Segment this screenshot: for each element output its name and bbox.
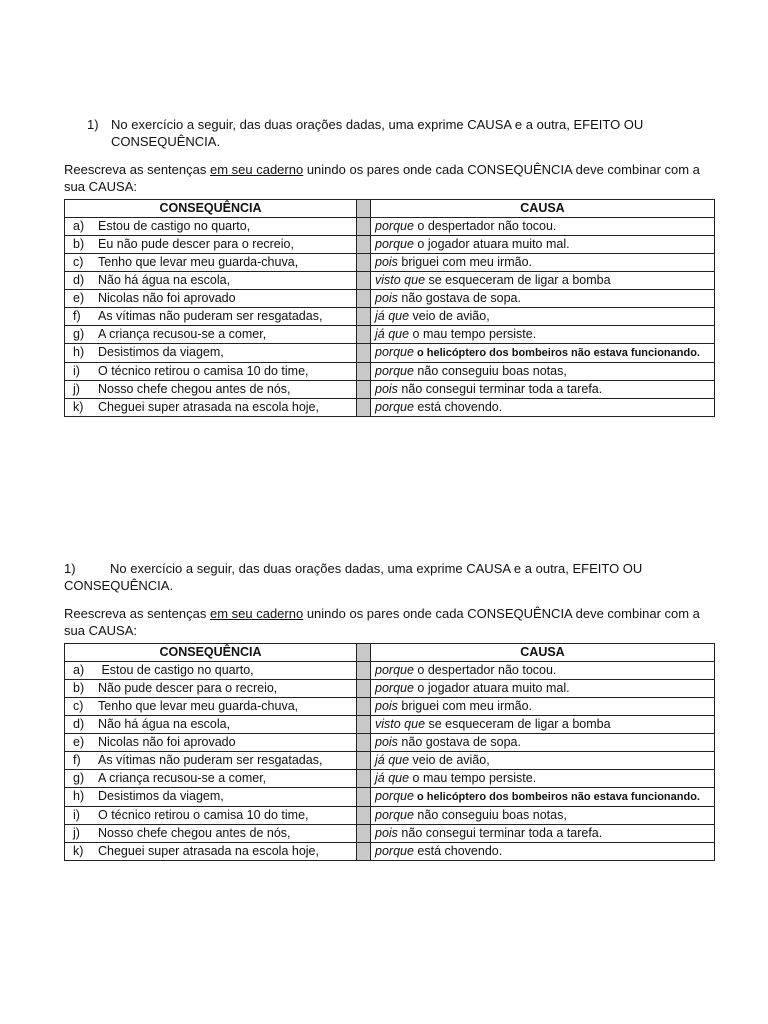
table-row	[65, 344, 715, 363]
row-letter: a)	[73, 663, 85, 677]
consequence-text: Eu não pude descer para o recreio,	[98, 237, 294, 251]
table-header-row	[65, 644, 715, 662]
separator-cell	[357, 788, 371, 807]
connective: já que	[375, 327, 410, 341]
connective: pois	[375, 735, 398, 749]
instruction-text	[64, 161, 714, 195]
consequence-cell	[65, 825, 357, 843]
instruction-underlined: em seu caderno	[209, 162, 304, 177]
connective: visto que	[375, 717, 426, 731]
consequence-text: Nicolas não foi aprovado	[98, 735, 236, 749]
row-letter: f)	[73, 753, 81, 767]
row-letter: i)	[73, 364, 80, 378]
separator-cell	[357, 662, 371, 680]
table-row	[65, 290, 715, 308]
row-letter: k)	[73, 400, 84, 414]
consequence-text: Nicolas não foi aprovado	[98, 291, 236, 305]
consequence-text: Tenho que levar meu guarda-chuva,	[98, 699, 299, 713]
consequence-text: Não pude descer para o recreio,	[98, 681, 278, 695]
cause-cell	[371, 662, 715, 680]
cause-cell	[371, 788, 715, 807]
table-row	[65, 716, 715, 734]
consequence-text: Desistimos da viagem,	[98, 789, 224, 803]
consequence-cell	[65, 218, 357, 236]
header-consequence: CONSEQUÊNCIA	[65, 200, 357, 218]
matching-table	[64, 643, 715, 861]
question-number: 1)	[87, 117, 99, 132]
connective: porque	[375, 345, 414, 359]
row-letter: j)	[73, 382, 80, 396]
cause-cell	[371, 825, 715, 843]
table-row	[65, 363, 715, 381]
header-cause: CAUSA	[371, 200, 715, 218]
table-row	[65, 272, 715, 290]
cause-cell	[371, 399, 715, 417]
connective: pois	[375, 382, 398, 396]
consequence-text: O técnico retirou o camisa 10 do time,	[98, 808, 309, 822]
consequence-cell	[65, 807, 357, 825]
table-row	[65, 788, 715, 807]
instruction-start: Reescreva as sentenças	[64, 162, 210, 177]
table-row	[65, 381, 715, 399]
separator-cell	[357, 381, 371, 399]
connective: porque	[375, 364, 414, 378]
cause-cell	[371, 326, 715, 344]
consequence-cell	[65, 236, 357, 254]
cause-text: se esqueceram de ligar a bomba	[425, 273, 611, 287]
consequence-cell	[65, 843, 357, 861]
connective: porque	[375, 681, 414, 695]
cause-cell	[371, 807, 715, 825]
cause-text: o mau tempo persiste.	[409, 771, 537, 785]
row-letter: g)	[73, 327, 85, 341]
cause-cell	[371, 734, 715, 752]
separator-cell	[357, 698, 371, 716]
row-letter: c)	[73, 255, 84, 269]
consequence-cell	[65, 290, 357, 308]
row-letter: d)	[73, 717, 85, 731]
question-1	[64, 560, 714, 594]
instruction-start: Reescreva as sentenças	[64, 606, 210, 621]
consequence-text: Não há água na escola,	[98, 273, 231, 287]
row-letter: g)	[73, 771, 85, 785]
consequence-cell	[65, 698, 357, 716]
table-row	[65, 698, 715, 716]
connective: porque	[375, 844, 414, 858]
cause-text: veio de avião,	[409, 753, 490, 767]
consequence-cell	[65, 254, 357, 272]
table-row	[65, 326, 715, 344]
cause-cell	[371, 290, 715, 308]
consequence-text: Estou de castigo no quarto,	[98, 663, 254, 677]
cause-cell	[371, 254, 715, 272]
row-letter: d)	[73, 273, 85, 287]
consequence-cell	[65, 344, 357, 363]
instruction-text	[64, 605, 714, 639]
separator-cell	[357, 734, 371, 752]
consequence-text: Tenho que levar meu guarda-chuva,	[98, 255, 299, 269]
exercise-section-1	[64, 116, 714, 417]
connective: visto que	[375, 273, 426, 287]
consequence-text: Cheguei super atrasada na escola hoje,	[98, 844, 319, 858]
cause-text: o despertador não tocou.	[413, 663, 557, 677]
separator-cell	[357, 807, 371, 825]
connective: pois	[375, 826, 398, 840]
separator-cell	[357, 399, 371, 417]
cause-text: está chovendo.	[413, 400, 503, 414]
consequence-cell	[65, 770, 357, 788]
row-letter: h)	[73, 345, 85, 359]
cause-text: o jogador atuara muito mal.	[413, 681, 570, 695]
cause-cell	[371, 770, 715, 788]
cause-text: o mau tempo persiste.	[409, 327, 537, 341]
cause-text: se esqueceram de ligar a bomba	[425, 717, 611, 731]
separator-cell	[357, 680, 371, 698]
consequence-text: Estou de castigo no quarto,	[98, 219, 251, 233]
separator-cell	[357, 363, 371, 381]
connective: já que	[375, 309, 410, 323]
cause-text: não consegui terminar toda a tarefa.	[397, 382, 603, 396]
row-letter: h)	[73, 789, 85, 803]
connective: já que	[375, 753, 410, 767]
cause-text: está chovendo.	[413, 844, 503, 858]
connective: porque	[375, 400, 414, 414]
table-row	[65, 825, 715, 843]
consequence-cell	[65, 381, 357, 399]
table-row	[65, 236, 715, 254]
cause-text: não consegui terminar toda a tarefa.	[397, 826, 603, 840]
question-1	[64, 116, 714, 150]
separator-cell	[357, 344, 371, 363]
consequence-text: A criança recusou-se a comer,	[98, 771, 267, 785]
connective: porque	[375, 808, 414, 822]
connective: porque	[375, 219, 414, 233]
consequence-text: Cheguei super atrasada na escola hoje,	[98, 400, 319, 414]
row-letter: i)	[73, 808, 80, 822]
question-text: No exercício a seguir, das duas orações dadas, uma exprime CAUSA e a outra, EFEITO OU CONSEQUÊNCIA.	[111, 117, 644, 149]
connective: pois	[375, 699, 398, 713]
separator-cell	[357, 752, 371, 770]
row-letter: e)	[73, 735, 85, 749]
consequence-cell	[65, 752, 357, 770]
table-row	[65, 680, 715, 698]
cause-cell	[371, 843, 715, 861]
separator-cell	[357, 770, 371, 788]
consequence-text: Nosso chefe chegou antes de nós,	[98, 382, 291, 396]
consequence-text: Nosso chefe chegou antes de nós,	[98, 826, 291, 840]
table-row	[65, 254, 715, 272]
connective: já que	[375, 771, 410, 785]
row-letter: c)	[73, 699, 84, 713]
row-letter: k)	[73, 844, 84, 858]
connective: pois	[375, 255, 398, 269]
consequence-cell	[65, 662, 357, 680]
separator-cell	[357, 254, 371, 272]
cause-cell	[371, 344, 715, 363]
consequence-text: As vítimas não puderam ser resgatadas,	[98, 309, 323, 323]
separator-cell	[357, 644, 371, 662]
separator-cell	[357, 825, 371, 843]
consequence-cell	[65, 716, 357, 734]
cause-text: o helicóptero dos bombeiros não estava funcionando.	[413, 347, 700, 359]
table-row	[65, 662, 715, 680]
separator-cell	[357, 272, 371, 290]
cause-text: veio de avião,	[409, 309, 490, 323]
table-row	[65, 770, 715, 788]
consequence-cell	[65, 734, 357, 752]
cause-cell	[371, 363, 715, 381]
cause-cell	[371, 716, 715, 734]
row-letter: e)	[73, 291, 85, 305]
separator-cell	[357, 218, 371, 236]
consequence-cell	[65, 680, 357, 698]
consequence-text: A criança recusou-se a comer,	[98, 327, 267, 341]
instruction-end: unindo os pares onde cada CONSEQUÊNCIA deve combinar com a sua CAUSA:	[64, 606, 700, 638]
table-row	[65, 734, 715, 752]
separator-cell	[357, 308, 371, 326]
cause-cell	[371, 272, 715, 290]
connective: porque	[375, 663, 414, 677]
table-row	[65, 807, 715, 825]
cause-text: o despertador não tocou.	[413, 219, 557, 233]
cause-text: não conseguiu boas notas,	[413, 364, 567, 378]
question-number: 1)	[64, 561, 76, 576]
consequence-text: As vítimas não puderam ser resgatadas,	[98, 753, 323, 767]
header-consequence: CONSEQUÊNCIA	[65, 644, 357, 662]
cause-text: briguei com meu irmão.	[397, 255, 533, 269]
table-row	[65, 752, 715, 770]
cause-cell	[371, 680, 715, 698]
row-letter: a)	[73, 219, 85, 233]
table-row	[65, 218, 715, 236]
consequence-cell	[65, 363, 357, 381]
separator-cell	[357, 843, 371, 861]
table-row	[65, 308, 715, 326]
consequence-cell	[65, 326, 357, 344]
separator-cell	[357, 290, 371, 308]
connective: porque	[375, 789, 414, 803]
header-cause: CAUSA	[371, 644, 715, 662]
cause-text: não gostava de sopa.	[397, 735, 521, 749]
exercise-section-2	[64, 560, 714, 861]
separator-cell	[357, 326, 371, 344]
cause-cell	[371, 381, 715, 399]
consequence-text: O técnico retirou o camisa 10 do time,	[98, 364, 309, 378]
table-row	[65, 843, 715, 861]
cause-cell	[371, 752, 715, 770]
cause-cell	[371, 218, 715, 236]
consequence-cell	[65, 308, 357, 326]
instruction-underlined: em seu caderno	[209, 606, 304, 621]
separator-cell	[357, 716, 371, 734]
table-header-row	[65, 200, 715, 218]
row-letter: j)	[73, 826, 80, 840]
consequence-text: Não há água na escola,	[98, 717, 231, 731]
row-letter: b)	[73, 681, 85, 695]
cause-cell	[371, 698, 715, 716]
row-letter: f)	[73, 309, 81, 323]
cause-text: briguei com meu irmão.	[397, 699, 533, 713]
cause-cell	[371, 236, 715, 254]
row-letter: b)	[73, 237, 85, 251]
table-row	[65, 399, 715, 417]
consequence-text: Desistimos da viagem,	[98, 345, 224, 359]
connective: pois	[375, 291, 398, 305]
cause-text: o helicóptero dos bombeiros não estava funcionando.	[413, 791, 700, 803]
cause-text: não gostava de sopa.	[397, 291, 521, 305]
matching-table	[64, 199, 715, 417]
separator-cell	[357, 200, 371, 218]
separator-cell	[357, 236, 371, 254]
instruction-end: unindo os pares onde cada CONSEQUÊNCIA deve combinar com a sua CAUSA:	[64, 162, 700, 194]
question-text: No exercício a seguir, das duas orações dadas, uma exprime CAUSA e a outra, EFEITO OU CONSEQUÊNCIA.	[64, 561, 643, 593]
cause-text: não conseguiu boas notas,	[413, 808, 567, 822]
consequence-cell	[65, 788, 357, 807]
consequence-cell	[65, 399, 357, 417]
cause-cell	[371, 308, 715, 326]
connective: porque	[375, 237, 414, 251]
consequence-cell	[65, 272, 357, 290]
cause-text: o jogador atuara muito mal.	[413, 237, 570, 251]
